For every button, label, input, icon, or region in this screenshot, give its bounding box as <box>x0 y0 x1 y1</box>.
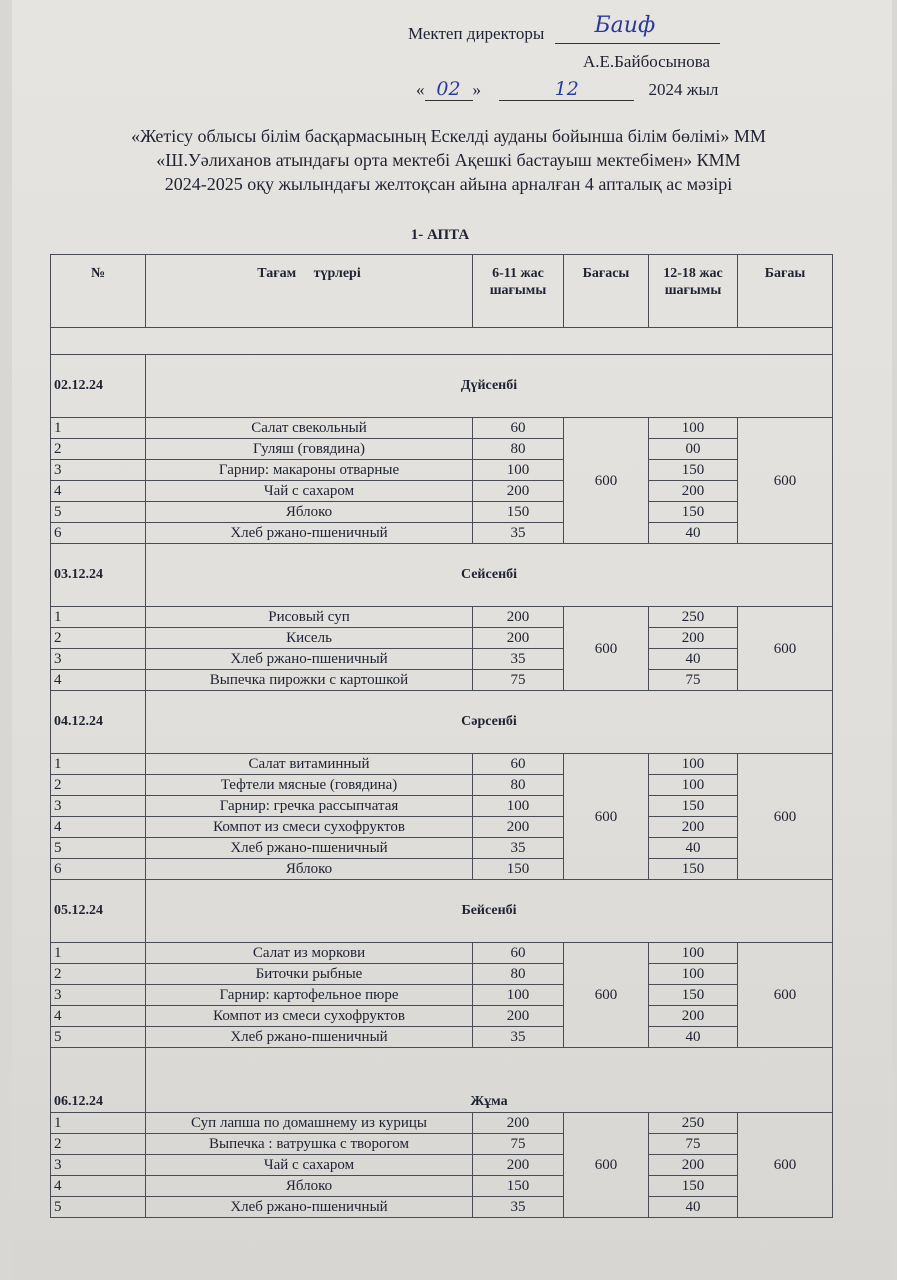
menu-item-row <box>51 838 833 859</box>
item-dish: Гарнир: макароны отварные <box>146 460 473 481</box>
item-portion-6-11: 200 <box>473 1006 564 1027</box>
item-dish: Гуляш (говядина) <box>146 439 473 460</box>
item-dish: Чай с сахаром <box>146 481 473 502</box>
day-name: Сейсенбі <box>146 544 833 607</box>
approval-date <box>416 78 718 101</box>
item-number: 4 <box>51 670 146 691</box>
item-number: 5 <box>51 502 146 523</box>
item-number: 5 <box>51 838 146 859</box>
item-portion-6-11: 150 <box>473 1176 564 1197</box>
item-dish: Биточки рыбные <box>146 964 473 985</box>
item-number: 6 <box>51 859 146 880</box>
item-portion-6-11: 80 <box>473 439 564 460</box>
header-age-12-18: 12-18 жас шағымы <box>649 255 738 328</box>
header-number: № <box>51 255 146 328</box>
item-portion-6-11: 200 <box>473 628 564 649</box>
menu-item-row <box>51 964 833 985</box>
item-dish: Салат из моркови <box>146 943 473 964</box>
menu-item-row <box>51 1113 833 1134</box>
item-portion-6-11: 75 <box>473 670 564 691</box>
item-portion-12-18: 250 <box>649 607 738 628</box>
menu-item-row <box>51 1134 833 1155</box>
item-number: 2 <box>51 1134 146 1155</box>
document-title <box>0 124 897 196</box>
menu-item-row <box>51 817 833 838</box>
item-portion-6-11: 35 <box>473 838 564 859</box>
week-label: 1- АПТА <box>410 227 470 243</box>
item-number: 3 <box>51 649 146 670</box>
spacer-row <box>51 328 833 355</box>
item-portion-12-18: 200 <box>649 1006 738 1027</box>
item-number: 3 <box>51 1155 146 1176</box>
day-name: Бейсенбі <box>146 880 833 943</box>
day-date: 03.12.24 <box>51 544 146 607</box>
day-price-6-11: 600 <box>564 607 649 691</box>
item-portion-6-11: 60 <box>473 418 564 439</box>
item-portion-12-18: 40 <box>649 838 738 859</box>
item-portion-6-11: 100 <box>473 985 564 1006</box>
item-portion-12-18: 100 <box>649 943 738 964</box>
open-quote: « <box>416 80 425 99</box>
item-dish: Рисовый суп <box>146 607 473 628</box>
day-header-row <box>51 355 833 418</box>
item-portion-6-11: 100 <box>473 796 564 817</box>
header-dish: Тағам түрлері <box>146 255 473 328</box>
item-portion-12-18: 200 <box>649 817 738 838</box>
menu-item-row <box>51 1027 833 1048</box>
header-price-2: Бағаы <box>738 255 833 328</box>
day-price-6-11: 600 <box>564 1113 649 1218</box>
menu-item-row <box>51 754 833 775</box>
item-portion-12-18: 200 <box>649 481 738 502</box>
item-portion-12-18: 150 <box>649 502 738 523</box>
item-portion-12-18: 00 <box>649 439 738 460</box>
item-number: 4 <box>51 1176 146 1197</box>
item-dish: Компот из смеси сухофруктов <box>146 817 473 838</box>
item-portion-12-18: 75 <box>649 1134 738 1155</box>
menu-item-row <box>51 418 833 439</box>
item-portion-12-18: 200 <box>649 1155 738 1176</box>
item-portion-12-18: 150 <box>649 985 738 1006</box>
day-header-row <box>51 691 833 754</box>
item-portion-12-18: 100 <box>649 775 738 796</box>
menu-item-row <box>51 460 833 481</box>
item-portion-6-11: 150 <box>473 502 564 523</box>
day-price-6-11: 600 <box>564 754 649 880</box>
item-portion-12-18: 250 <box>649 1113 738 1134</box>
day-price-12-18: 600 <box>738 754 833 880</box>
item-dish: Гарнир: гречка рассыпчатая <box>146 796 473 817</box>
item-portion-6-11: 35 <box>473 1027 564 1048</box>
item-number: 4 <box>51 481 146 502</box>
day-date: 05.12.24 <box>51 880 146 943</box>
menu-table <box>50 254 833 1218</box>
item-portion-12-18: 40 <box>649 1197 738 1218</box>
item-portion-12-18: 75 <box>649 670 738 691</box>
item-number: 1 <box>51 418 146 439</box>
menu-item-row <box>51 943 833 964</box>
day-header-row <box>51 1048 833 1113</box>
item-portion-12-18: 150 <box>649 796 738 817</box>
day-price-12-18: 600 <box>738 607 833 691</box>
item-number: 2 <box>51 439 146 460</box>
header-row <box>51 255 833 328</box>
item-dish: Хлеб ржано-пшеничный <box>146 649 473 670</box>
item-portion-12-18: 100 <box>649 754 738 775</box>
item-number: 1 <box>51 1113 146 1134</box>
item-dish: Яблоко <box>146 502 473 523</box>
item-number: 3 <box>51 460 146 481</box>
menu-item-row <box>51 649 833 670</box>
day-price-6-11: 600 <box>564 418 649 544</box>
item-portion-6-11: 80 <box>473 775 564 796</box>
item-dish: Хлеб ржано-пшеничный <box>146 1027 473 1048</box>
menu-item-row <box>51 1176 833 1197</box>
menu-item-row <box>51 1197 833 1218</box>
menu-item-row <box>51 523 833 544</box>
item-portion-12-18: 40 <box>649 523 738 544</box>
item-portion-6-11: 200 <box>473 817 564 838</box>
item-number: 2 <box>51 628 146 649</box>
item-number: 3 <box>51 796 146 817</box>
item-number: 4 <box>51 817 146 838</box>
day-blank <box>425 78 473 101</box>
item-portion-12-18: 150 <box>649 1176 738 1197</box>
menu-item-row <box>51 628 833 649</box>
item-number: 1 <box>51 943 146 964</box>
item-number: 2 <box>51 964 146 985</box>
day-name: Дүйсенбі <box>146 355 833 418</box>
header-price-1: Бағасы <box>564 255 649 328</box>
day-header-row <box>51 544 833 607</box>
item-portion-6-11: 35 <box>473 649 564 670</box>
day-name: Жұма <box>146 1048 833 1113</box>
day-price-6-11: 600 <box>564 943 649 1048</box>
item-portion-6-11: 200 <box>473 1155 564 1176</box>
title-line: «Жетісу облысы білім басқармасының Ескелді ауданы бойынша білім бөлімі» ММ <box>131 126 766 146</box>
day-date: 02.12.24 <box>51 355 146 418</box>
item-number: 3 <box>51 985 146 1006</box>
month-blank <box>499 78 634 101</box>
item-dish: Хлеб ржано-пшеничный <box>146 1197 473 1218</box>
item-dish: Яблоко <box>146 1176 473 1197</box>
item-portion-6-11: 35 <box>473 1197 564 1218</box>
item-portion-6-11: 100 <box>473 460 564 481</box>
menu-item-row <box>51 985 833 1006</box>
header-age-6-11: 6-11 жас шағымы <box>473 255 564 328</box>
menu-item-row <box>51 481 833 502</box>
item-portion-12-18: 100 <box>649 418 738 439</box>
director-label: Мектеп директоры <box>408 24 545 43</box>
menu-item-row <box>51 502 833 523</box>
item-dish: Яблоко <box>146 859 473 880</box>
item-dish: Хлеб ржано-пшеничный <box>146 523 473 544</box>
item-dish: Гарнир: картофельное пюре <box>146 985 473 1006</box>
item-portion-6-11: 60 <box>473 943 564 964</box>
day-price-12-18: 600 <box>738 418 833 544</box>
item-portion-6-11: 200 <box>473 607 564 628</box>
approval-year: 2024 жыл <box>648 80 719 99</box>
item-dish: Хлеб ржано-пшеничный <box>146 838 473 859</box>
item-portion-6-11: 200 <box>473 1113 564 1134</box>
item-portion-12-18: 40 <box>649 649 738 670</box>
item-number: 1 <box>51 607 146 628</box>
day-date: 06.12.24 <box>51 1048 146 1113</box>
item-number: 6 <box>51 523 146 544</box>
item-portion-12-18: 150 <box>649 859 738 880</box>
item-dish: Компот из смеси сухофруктов <box>146 1006 473 1027</box>
item-portion-6-11: 200 <box>473 481 564 502</box>
approval-day: 02 <box>436 78 461 100</box>
approval-month: 12 <box>554 78 579 100</box>
item-number: 2 <box>51 775 146 796</box>
item-dish: Салат свекольный <box>146 418 473 439</box>
menu-item-row <box>51 607 833 628</box>
item-dish: Чай с сахаром <box>146 1155 473 1176</box>
title-line: «Ш.Уәлиханов атындағы орта мектебі Ақешкі бастауыш мектебімен» КММ <box>156 150 741 170</box>
item-portion-6-11: 75 <box>473 1134 564 1155</box>
day-header-row <box>51 880 833 943</box>
director-signature: Баиф <box>594 13 656 38</box>
item-portion-6-11: 80 <box>473 964 564 985</box>
item-portion-6-11: 60 <box>473 754 564 775</box>
item-dish: Выпечка : ватрушка с творогом <box>146 1134 473 1155</box>
item-portion-12-18: 40 <box>649 1027 738 1048</box>
menu-item-row <box>51 796 833 817</box>
item-number: 5 <box>51 1197 146 1218</box>
item-portion-6-11: 150 <box>473 859 564 880</box>
item-number: 4 <box>51 1006 146 1027</box>
menu-item-row <box>51 439 833 460</box>
menu-item-row <box>51 1006 833 1027</box>
item-number: 1 <box>51 754 146 775</box>
item-dish: Тефтели мясные (говядина) <box>146 775 473 796</box>
menu-item-row <box>51 1155 833 1176</box>
item-dish: Кисель <box>146 628 473 649</box>
item-number: 5 <box>51 1027 146 1048</box>
director-name: А.Е.Байбосынова <box>583 52 711 71</box>
item-dish: Суп лапша по домашнему из курицы <box>146 1113 473 1134</box>
day-price-12-18: 600 <box>738 943 833 1048</box>
menu-item-row <box>51 775 833 796</box>
menu-item-row <box>51 670 833 691</box>
title-line: 2024-2025 оқу жылындағы желтоқсан айына арналған 4 апталық ас мәзірі <box>164 174 733 194</box>
day-date: 04.12.24 <box>51 691 146 754</box>
day-price-12-18: 600 <box>738 1113 833 1218</box>
item-dish: Выпечка пирожки с картошкой <box>146 670 473 691</box>
director-line <box>408 13 720 44</box>
close-quote: » <box>472 80 481 99</box>
item-portion-12-18: 150 <box>649 460 738 481</box>
item-dish: Салат витаминный <box>146 754 473 775</box>
day-name: Сәрсенбі <box>146 691 833 754</box>
item-portion-6-11: 35 <box>473 523 564 544</box>
menu-body <box>51 328 833 1218</box>
item-portion-12-18: 200 <box>649 628 738 649</box>
item-portion-12-18: 100 <box>649 964 738 985</box>
signature-line <box>555 13 720 44</box>
menu-item-row <box>51 859 833 880</box>
